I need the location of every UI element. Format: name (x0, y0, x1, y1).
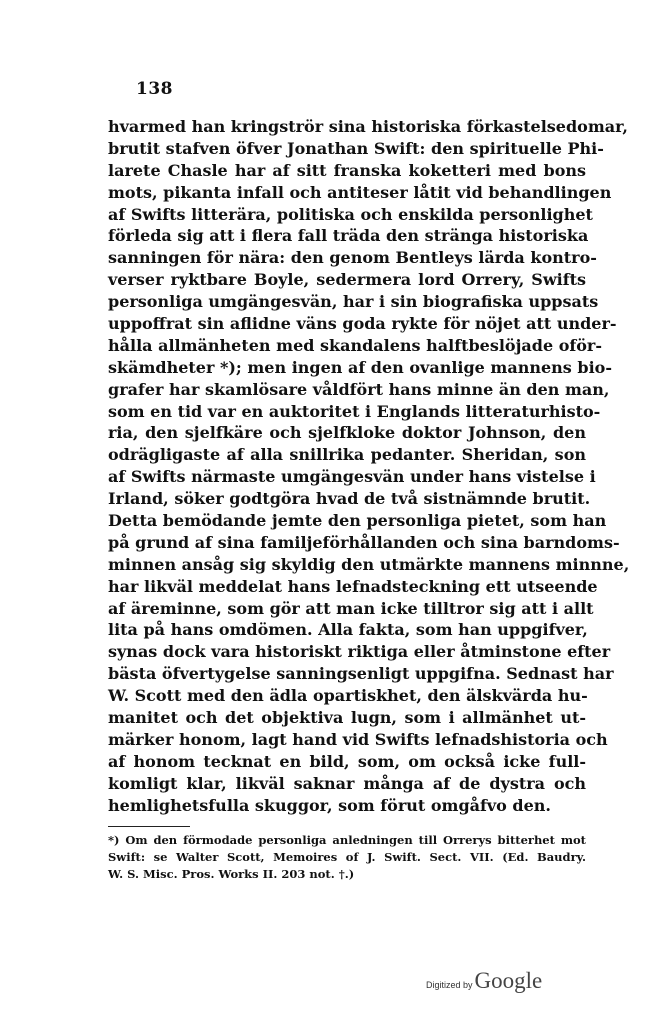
text-line: odrägligaste af alla snillrika pedanter. Sheridan, son (108, 445, 586, 465)
text-line: ria, den sjelfkäre och sjelfkloke doktor Johnson, den (108, 423, 586, 443)
text-line: verser ryktbare Boyle, sedermera lord Orrery, Swifts (108, 270, 586, 290)
text-line: minnen ansåg sig skyldig den utmärkte mannens minnne, (108, 554, 630, 574)
text-line: af honom tecknat en bild, som, om också icke full- (108, 751, 586, 771)
page-number: 138 (136, 79, 173, 99)
text-line: på grund af sina familjeförhållanden och sina barndoms- (108, 532, 620, 552)
text-line: förleda sig att i flera fall träda den stränga historiska (108, 226, 589, 246)
footnote-line: *) Om den förmodade personliga anledningen till Orrerys bitterhet mot (108, 833, 586, 847)
digitization-watermark (426, 968, 542, 994)
text-line: larete Chasle har af sitt franska koketteri med bons (108, 160, 586, 180)
text-line: Irland, söker godtgöra hvad de två sistnämnde brutit. (108, 489, 591, 509)
text-line: hålla allmänheten med skandalens halftbeslöjade oför- (108, 335, 602, 355)
text-line: mots, pikanta infall och antiteser låtit vid behandlingen (108, 182, 612, 202)
text-line: af Swifts närmaste umgängesvän under hans vistelse i (108, 467, 596, 487)
text-line: personliga umgängesvän, har i sin biografiska uppsats (108, 292, 599, 312)
text-line: har likväl meddelat hans lefnadsteckning ett utseende (108, 576, 598, 596)
text-line: lita på hans omdömen. Alla fakta, som han uppgifver, (108, 620, 588, 640)
text-line: som en tid var en auktoritet i Englands litteraturhisto- (108, 401, 601, 421)
text-line: Detta bemödande jemte den personliga pietet, som han (108, 511, 607, 531)
google-logo: Google (474, 968, 543, 993)
footnote-line: W. S. Misc. Pros. Works II. 203 not. †.) (108, 867, 355, 881)
text-line: sanningen för nära: den genom Bentleys lärda kontro- (108, 248, 597, 268)
footnote-divider (108, 826, 190, 827)
text-line: grafer har skamlösare våldfört hans minne än den man, (108, 379, 610, 399)
text-line: hvarmed han kringströr sina historiska förkastelsedomar, (108, 117, 628, 136)
body-text (108, 116, 630, 817)
text-line: af Swifts litterära, politiska och enskilda personlighet (108, 204, 593, 224)
watermark-prefix: Digitized by (426, 980, 473, 990)
text-line: manitet och det objektiva lugn, som i allmänhet ut- (108, 708, 586, 728)
footnote-line: Swift: se Walter Scott, Memoires of J. Swift. Sect. VII. (Ed. Baudry. (108, 850, 586, 864)
text-line: komligt klar, likväl saknar många af de dystra och (108, 773, 586, 793)
text-line: synas dock vara historiskt riktiga eller åtminstone efter (108, 642, 611, 662)
text-line: märker honom, lagt hand vid Swifts lefnadshistoria och (108, 729, 608, 749)
text-line: skämdheter *); men ingen af den ovanlige mannens bio- (108, 357, 612, 377)
text-line: bästa öfvertygelse sanningsenligt uppgifna. Sednast har (108, 664, 614, 684)
text-line: uppoffrat sin aflidne väns goda rykte för nöjet att under- (108, 314, 617, 334)
text-line: brutit stafven öfver Jonathan Swift: den spirituelle Phi- (108, 138, 604, 158)
text-line: af äreminne, som gör att man icke tilltror sig att i allt (108, 598, 594, 618)
footnotes (108, 832, 586, 883)
text-line: W. Scott med den ädla opartiskhet, den älskvärda hu- (108, 686, 588, 706)
text-line: hemlighetsfulla skuggor, som förut omgåfvo den. (108, 795, 551, 815)
